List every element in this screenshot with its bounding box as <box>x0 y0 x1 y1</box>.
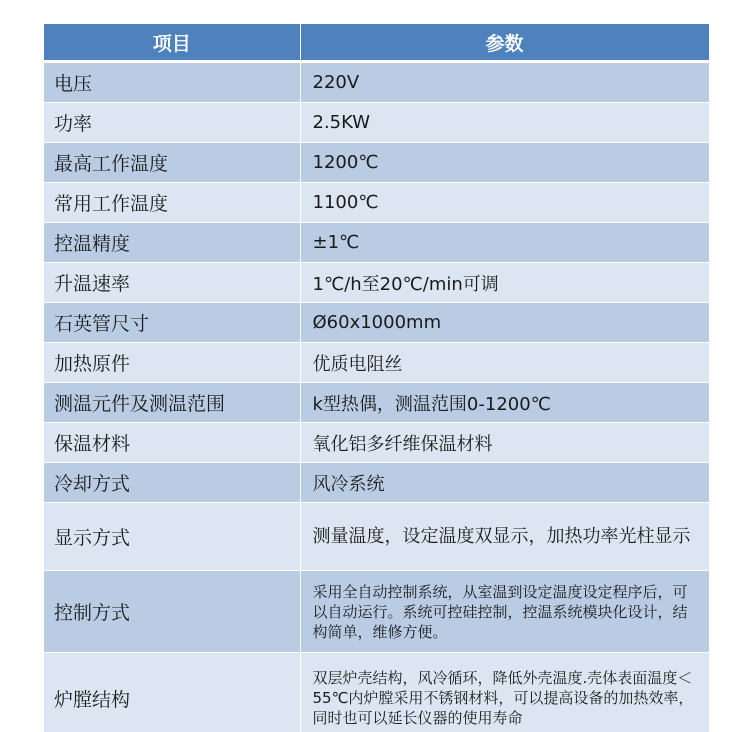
table-header-row <box>44 24 709 62</box>
row-value: 氧化铝多纤维保温材料 <box>300 423 709 463</box>
row-value: 2.5KW <box>300 103 709 143</box>
row-key: 冷却方式 <box>44 463 300 503</box>
row-key: 显示方式 <box>44 503 300 571</box>
row-key: 炉膛结构 <box>44 653 300 732</box>
row-key: 测温元件及测温范围 <box>44 383 300 423</box>
row-key: 控制方式 <box>44 571 300 653</box>
row-key: 功率 <box>44 103 300 143</box>
row-value: 采用全自动控制系统，从室温到设定温度设定程序后，可以自动运行。系统可控硅控制，控温系统模块化设计，结构简单，维修方便。 <box>300 571 709 653</box>
row-value: 优质电阻丝 <box>300 343 709 383</box>
row-value: ±1℃ <box>300 223 709 263</box>
row-key: 加热原件 <box>44 343 300 383</box>
table-row <box>44 183 709 223</box>
spec-table-container <box>44 24 709 732</box>
table-row <box>44 423 709 463</box>
row-key: 常用工作温度 <box>44 183 300 223</box>
table-row <box>44 143 709 183</box>
table-row <box>44 653 709 732</box>
table-row <box>44 571 709 653</box>
table-row <box>44 383 709 423</box>
row-key: 保温材料 <box>44 423 300 463</box>
table-row <box>44 303 709 343</box>
row-key: 控温精度 <box>44 223 300 263</box>
table-row <box>44 103 709 143</box>
row-key: 石英管尺寸 <box>44 303 300 343</box>
row-key: 最高工作温度 <box>44 143 300 183</box>
row-value: 1100℃ <box>300 183 709 223</box>
table-row <box>44 223 709 263</box>
row-value: 测量温度，设定温度双显示，加热功率光柱显示 <box>300 503 709 571</box>
table-row <box>44 263 709 303</box>
column-header-item: 项目 <box>44 24 300 62</box>
row-value: 1℃/h至20℃/min可调 <box>300 263 709 303</box>
row-key: 升温速率 <box>44 263 300 303</box>
row-value: 220V <box>300 62 709 103</box>
table-row <box>44 62 709 103</box>
table-row <box>44 343 709 383</box>
row-value: k型热偶，测温范围0-1200℃ <box>300 383 709 423</box>
table-row <box>44 463 709 503</box>
row-value: 双层炉壳结构，风冷循环，降低外壳温度.壳体表面温度＜55℃内炉膛采用不锈钢材料，可以提高设备的加热效率，同时也可以延长仪器的使用寿命 <box>300 653 709 732</box>
row-key: 电压 <box>44 62 300 103</box>
row-value: 1200℃ <box>300 143 709 183</box>
table-row <box>44 503 709 571</box>
row-value: Ø60x1000mm <box>300 303 709 343</box>
row-value: 风冷系统 <box>300 463 709 503</box>
spec-table <box>44 24 709 732</box>
column-header-param: 参数 <box>300 24 709 62</box>
